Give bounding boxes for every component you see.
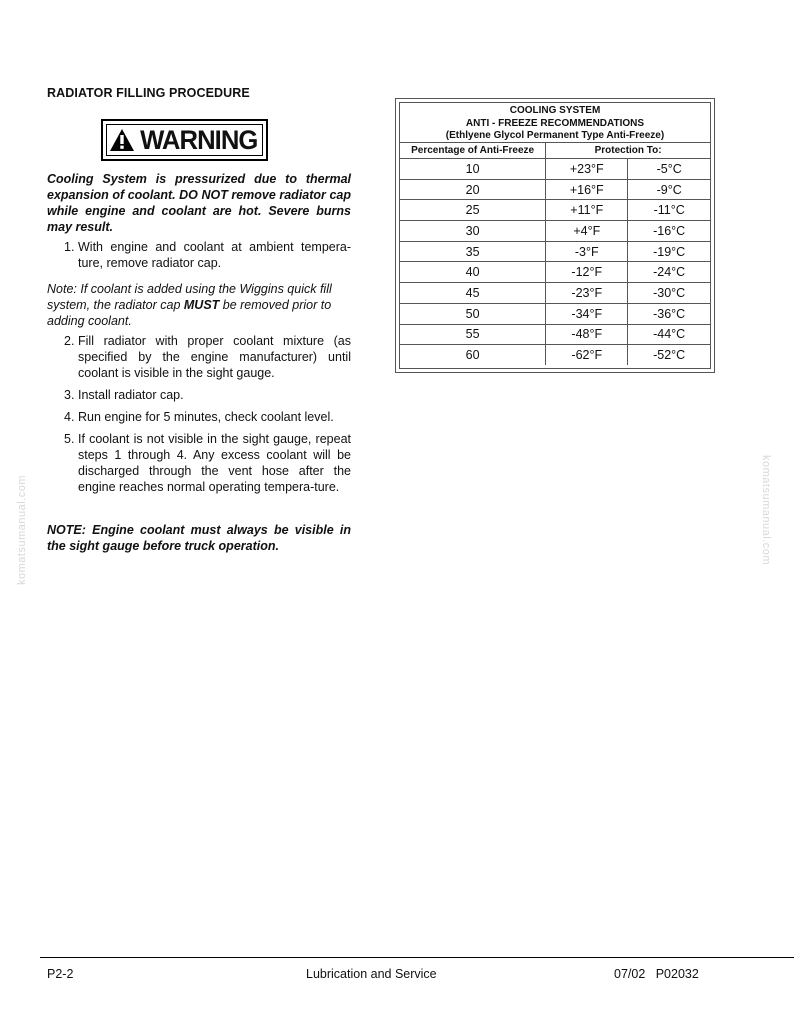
cell-fahrenheit: -48°F	[546, 324, 628, 345]
step-4	[64, 409, 351, 425]
note-quick-fill	[47, 281, 351, 329]
cell-fahrenheit: -34°F	[546, 303, 628, 324]
cell-fahrenheit: -12°F	[546, 262, 628, 283]
table-row	[400, 179, 710, 200]
table-row	[400, 221, 710, 242]
table-title	[400, 103, 710, 143]
cell-percentage: 45	[400, 283, 546, 304]
note-text: Note: If coolant is added using the Wiggins quick fill system, the radiator cap	[47, 282, 332, 312]
step-2	[64, 333, 351, 381]
watermark-left: komatsumanual.com	[16, 475, 28, 585]
column-header-percentage: Percentage of Anti-Freeze	[400, 143, 546, 159]
step-number: 3.	[64, 388, 75, 402]
cell-fahrenheit: +23°F	[546, 159, 628, 180]
cell-percentage: 35	[400, 241, 546, 262]
footer-divider	[40, 957, 794, 958]
table-row	[400, 283, 710, 304]
table-row	[400, 345, 710, 365]
footer-page-number: P2-2	[47, 967, 74, 981]
cell-fahrenheit: -23°F	[546, 283, 628, 304]
antifreeze-table	[395, 98, 715, 373]
table-row	[400, 262, 710, 283]
watermark-right: komatsumanual.com	[760, 455, 772, 565]
step-3	[64, 387, 351, 403]
table-row	[400, 324, 710, 345]
warning-triangle-icon	[109, 128, 135, 152]
cell-percentage: 60	[400, 345, 546, 365]
note-text: be removed prior to adding coolant.	[47, 298, 332, 328]
step-1	[64, 239, 351, 271]
cell-celsius: -11°C	[628, 200, 710, 221]
cell-percentage: 50	[400, 303, 546, 324]
cell-fahrenheit: +11°F	[546, 200, 628, 221]
antifreeze-grid	[400, 143, 710, 365]
step-text: Fill radiator with proper coolant mixture (as specified by the engine manufacturer) until coolant is visible in the sight gauge.	[78, 334, 351, 380]
table-title-line: ANTI - FREEZE RECOMMENDATIONS	[465, 117, 645, 129]
cell-celsius: -30°C	[628, 283, 710, 304]
table-row	[400, 241, 710, 262]
cell-fahrenheit: +4°F	[546, 221, 628, 242]
column-header-protection: Protection To:	[546, 143, 710, 159]
table-row	[400, 200, 710, 221]
cell-percentage: 10	[400, 159, 546, 180]
cell-celsius: -5°C	[628, 159, 710, 180]
cell-celsius: -24°C	[628, 262, 710, 283]
step-text: Install radiator cap.	[78, 388, 184, 402]
cell-celsius: -52°C	[628, 345, 710, 365]
step-number: 4.	[64, 410, 75, 424]
cell-fahrenheit: +16°F	[546, 179, 628, 200]
step-number: 2.	[64, 334, 75, 348]
cell-percentage: 20	[400, 179, 546, 200]
cell-fahrenheit: -62°F	[546, 345, 628, 365]
cell-percentage: 55	[400, 324, 546, 345]
cell-celsius: -19°C	[628, 241, 710, 262]
table-title-line: (Ethlyene Glycol Permanent Type Anti-Freeze)	[445, 130, 665, 141]
cell-celsius: -9°C	[628, 179, 710, 200]
cell-celsius: -44°C	[628, 324, 710, 345]
footer-title: Lubrication and Service	[306, 967, 437, 981]
section-heading: RADIATOR FILLING PROCEDURE	[47, 86, 250, 100]
cell-celsius: -36°C	[628, 303, 710, 324]
step-number: 1.	[64, 240, 75, 254]
footer-date-code: 07/02 P02032	[614, 967, 699, 981]
note-coolant-visible: NOTE: Engine coolant must always be visible in the sight gauge before truck operation.	[47, 523, 351, 553]
warning-paragraph: Cooling System is pressurized due to thermal expansion of coolant. DO NOT remove radiator cap while engine and coolant are hot. Severe burns may result.	[47, 172, 351, 234]
warning-label	[101, 119, 268, 161]
step-5	[64, 431, 351, 495]
cell-celsius: -16°C	[628, 221, 710, 242]
step-text: With engine and coolant at ambient tempera-ture, remove radiator cap.	[78, 240, 351, 270]
table-row	[400, 159, 710, 180]
cell-percentage: 30	[400, 221, 546, 242]
note-emphasis: MUST	[183, 298, 220, 312]
warning-label-text: WARNING	[139, 124, 258, 155]
step-text: Run engine for 5 minutes, check coolant level.	[78, 410, 334, 424]
table-row	[400, 303, 710, 324]
step-text: If coolant is not visible in the sight gauge, repeat steps 1 through 4. Any excess coolant will be discharged through the vent hose after the engine reaches normal operating tempera-ture.	[78, 432, 351, 494]
cell-percentage: 25	[400, 200, 546, 221]
cell-fahrenheit: -3°F	[546, 241, 628, 262]
cell-percentage: 40	[400, 262, 546, 283]
table-title-line: COOLING SYSTEM	[509, 105, 601, 116]
step-number: 5.	[64, 432, 75, 446]
